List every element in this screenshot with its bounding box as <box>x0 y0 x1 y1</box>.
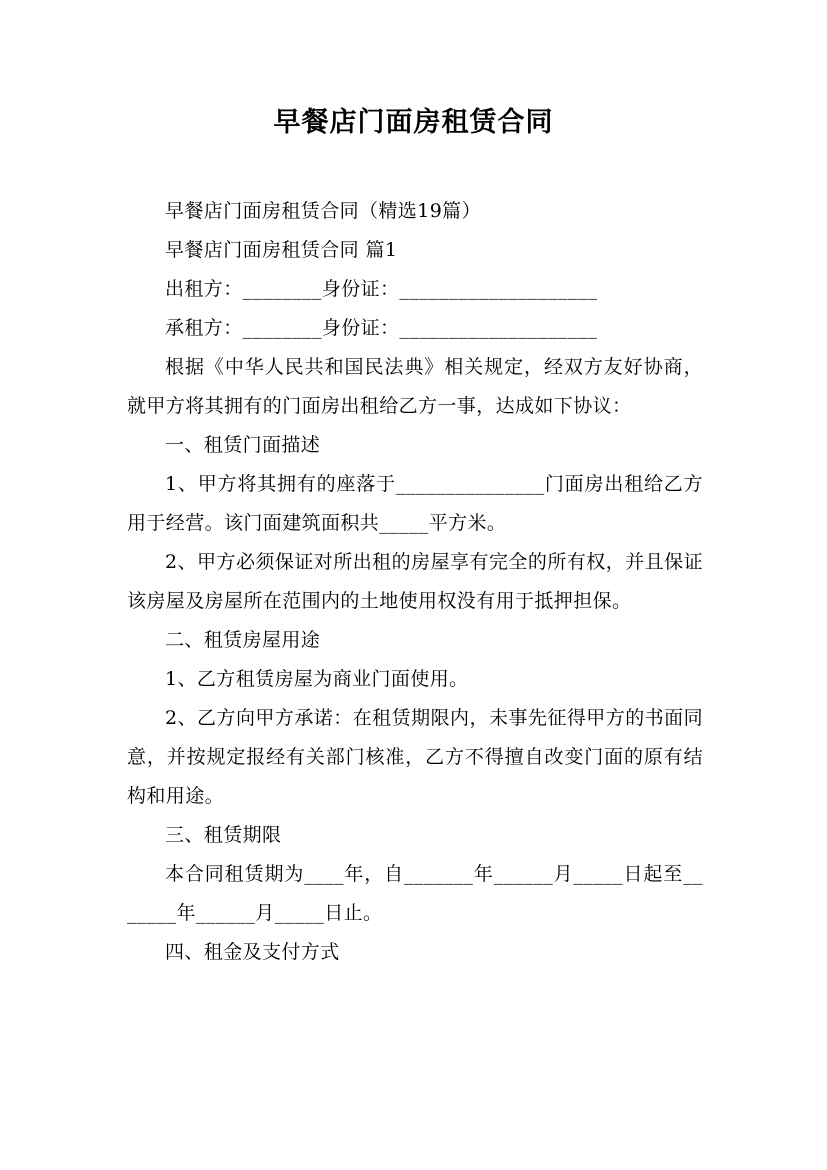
clause-paragraph: 1、乙方租赁房屋为商业门面使用。 <box>165 668 469 690</box>
clause-paragraph: 1、甲方将其拥有的座落于_______________门面房出租给乙方用于经营。该门面建筑面积共_____平方米。 <box>127 473 703 534</box>
lessee-line: 承租方：________身份证：____________________ <box>165 317 598 339</box>
clause-heading: 一、租赁门面描述 <box>165 434 321 456</box>
clause-paragraph: 本合同租赁期为____年，自_______年______月_____日起至_______年______月_____日止。 <box>127 863 703 924</box>
document-body <box>127 192 703 972</box>
clause-paragraph: 2、甲方必须保证对所出租的房屋享有完全的所有权，并且保证该房屋及房屋所在范围内的土地使用权没有用于抵押担保。 <box>127 551 703 612</box>
section-heading: 早餐店门面房租赁合同 篇1 <box>165 239 398 261</box>
clause-heading: 二、租赁房屋用途 <box>165 629 321 651</box>
subtitle-paragraph: 早餐店门面房租赁合同（精选19篇） <box>165 200 481 222</box>
clause-heading: 三、租赁期限 <box>165 824 282 846</box>
document-title: 早餐店门面房租赁合同 <box>273 107 554 138</box>
clause-heading: 四、租金及支付方式 <box>165 941 340 963</box>
preamble-paragraph: 根据《中华人民共和国民法典》相关规定，经双方友好协商，就甲方将其拥有的门面房出租给乙方一事，达成如下协议： <box>127 356 703 417</box>
lessor-line: 出租方：________身份证：____________________ <box>165 278 598 300</box>
clause-paragraph: 2、乙方向甲方承诺：在租赁期限内，未事先征得甲方的书面同意，并按规定报经有关部门核准，乙方不得擅自改变门面的原有结构和用途。 <box>127 707 703 807</box>
